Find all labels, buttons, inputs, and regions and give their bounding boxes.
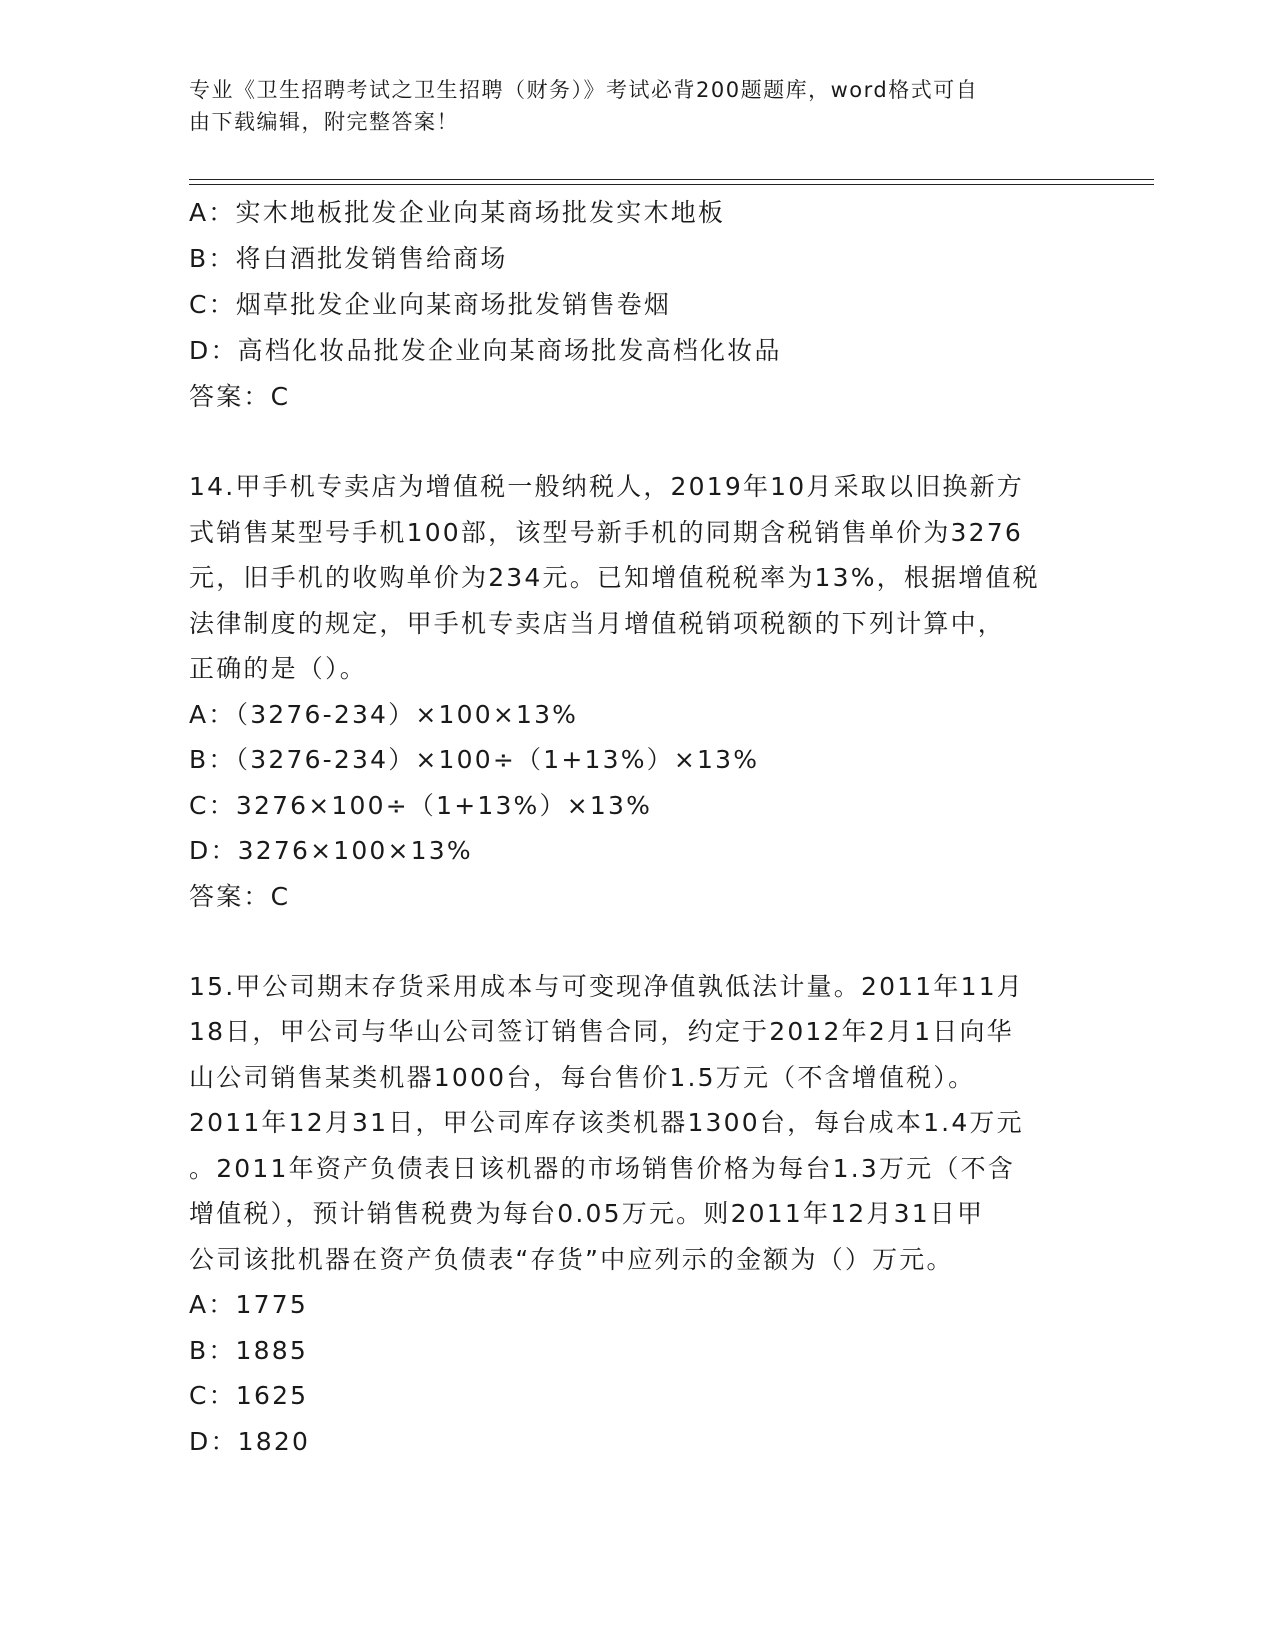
question-stem-line: 法律制度的规定，甲手机专卖店当月增值税销项税额的下列计算中， — [189, 608, 1006, 638]
option-b: B：1885 — [189, 1335, 308, 1365]
spacer — [189, 920, 1089, 964]
option-d: D：3276×100×13% — [189, 836, 473, 865]
option-c: C：1625 — [189, 1381, 309, 1410]
question-15 — [189, 964, 1089, 1465]
option-d: D：1820 — [189, 1426, 311, 1456]
option-b: B：将白酒批发销售给商场 — [189, 244, 508, 273]
spacer — [189, 420, 1089, 464]
question-stem-line: 公司该批机器在资产负债表“存货”中应列示的金额为（）万元。 — [189, 1244, 954, 1274]
option-a: A：实木地板批发企业向某商场批发实木地板 — [189, 198, 726, 227]
question-stem-line: 元，旧手机的收购单价为234元。已知增值税税率为13%，根据增值税 — [189, 563, 1040, 592]
option-c: C：3276×100÷（1+13%）×13% — [189, 790, 653, 820]
question-stem-line: 增值税），预计销售税费为每台0.05万元。则2011年12月31日甲 — [189, 1199, 985, 1228]
question-stem-line: 式销售某型号手机100部，该型号新手机的同期含税销售单价为3276 — [189, 517, 1023, 547]
question-stem-line: 正确的是（）。 — [189, 654, 367, 683]
answer: 答案：C — [189, 881, 291, 911]
question-13 — [189, 190, 1089, 420]
question-stem-line: 山公司销售某类机器1000台，每台售价1.5万元（不含增值税）。 — [189, 1062, 976, 1092]
answer: 答案：C — [189, 382, 291, 411]
option-b: B：（3276-234）×100÷（1+13%）×13% — [189, 745, 760, 774]
header-line-1: 专业《卫生招聘考试之卫生招聘（财务）》考试必背200题题库，word格式可自 — [189, 78, 979, 102]
question-14 — [189, 464, 1089, 920]
question-stem-line: 15.甲公司期末存货采用成本与可变现净值孰低法计量。2011年11月 — [189, 971, 1024, 1001]
header-divider-bottom — [189, 184, 1154, 185]
question-stem-line: 2011年12月31日，甲公司库存该类机器1300台，每台成本1.4万元 — [189, 1108, 1024, 1137]
option-a: A：1775 — [189, 1290, 308, 1319]
header-divider-top — [189, 179, 1154, 180]
question-stem-line: 。2011年资产负债表日该机器的市场销售价格为每台1.3万元（不含 — [189, 1153, 1015, 1183]
question-stem-line: 18日，甲公司与华山公司签订销售合同，约定于2012年2月1日向华 — [189, 1017, 1014, 1046]
header-line-2: 由下载编辑，附完整答案！ — [189, 110, 459, 134]
question-stem-line: 14.甲手机专卖店为增值税一般纳税人，2019年10月采取以旧换新方 — [189, 472, 1024, 501]
option-c: C：烟草批发企业向某商场批发销售卷烟 — [189, 290, 672, 319]
document-body — [189, 190, 1089, 1464]
option-d: D：高档化妆品批发企业向某商场批发高档化妆品 — [189, 336, 782, 365]
option-a: A：（3276-234）×100×13% — [189, 699, 579, 729]
document-header — [189, 74, 1069, 138]
